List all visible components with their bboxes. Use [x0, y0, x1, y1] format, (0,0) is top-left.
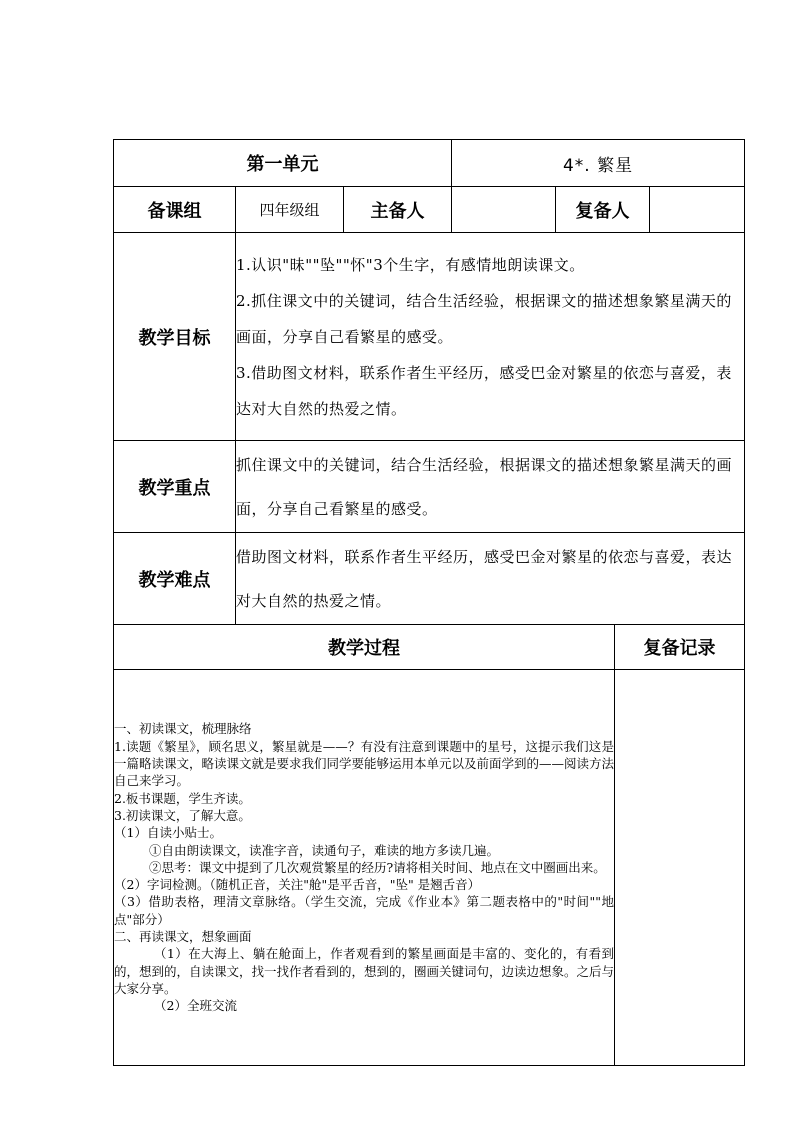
process-label: 教学过程	[114, 625, 615, 670]
difficulty-text: 借助图文材料，联系作者生平经历，感受巴金对繁星的依恋与喜爱，表达对大自然的热爱之情。	[236, 533, 745, 625]
notes-content	[615, 670, 745, 1066]
process-body-row	[114, 670, 745, 1066]
goal-item: 1.认识"昧""坠""怀"3个生字，有感情地朗读课文。	[236, 255, 585, 274]
re-preparer-value	[650, 187, 745, 233]
key-point-text: 抓住课文中的关键词，结合生活经验，根据课文的描述想象繁星满天的画面，分享自己看繁星的感受。	[236, 441, 745, 533]
process-content	[114, 670, 615, 1066]
goal-item: 3.借助图文材料，联系作者生平经历，感受巴金对繁星的依恋与喜爱，表达对大自然的热爱之情。	[236, 363, 732, 418]
main-preparer-value	[452, 187, 556, 233]
process-line: （1）自读小贴士。	[114, 825, 222, 841]
goals-row	[114, 233, 745, 441]
key-point-row	[114, 441, 745, 533]
lesson-plan-table	[113, 139, 745, 1066]
process-line: 3.初读课文，了解大意。	[114, 807, 251, 823]
header-row	[114, 140, 745, 187]
info-row	[114, 187, 745, 233]
unit-title: 第一单元	[114, 140, 452, 187]
process-line: （2）字词检测。（随机正音，关注"舱"是平舌音，"坠" 是翘舌音）	[114, 877, 481, 893]
group-value: 四年级组	[236, 187, 344, 233]
main-preparer-label: 主备人	[344, 187, 452, 233]
notes-label: 复备记录	[615, 625, 745, 670]
process-header-row	[114, 625, 745, 670]
process-line: 1.读题《繁星》，顾名思义，繁星就是——？有没有注意到课题中的星号，这提示我们这是一篇略读课文，略读课文就是要求我们同学要能够运用本单元以及前面学到的——阅读方法自己来学习。	[114, 738, 615, 789]
process-line: ②思考：课文中提到了几次观赏繁星的经历?请将相关时间、地点在文中圈画出来。	[149, 859, 606, 875]
process-line: （3）借助表格，理清文章脉络。（学生交流，完成《作业本》第二题表格中的"时间""地点"部分）	[114, 894, 614, 927]
process-line: 二、再读课文，想象画面	[114, 929, 252, 945]
goals-content	[236, 233, 745, 441]
goal-item: 2.抓住课文中的关键词，结合生活经验，根据课文的描述想象繁星满天的画面，分享自己看繁星的感受。	[236, 291, 732, 346]
goals-label: 教学目标	[114, 233, 236, 441]
process-line: 一、初读课文，梳理脉络	[114, 721, 252, 737]
process-line: 2.板书课题，学生齐读。	[114, 790, 251, 806]
re-preparer-label: 复备人	[556, 187, 650, 233]
lesson-title: 4*. 繁星	[452, 140, 745, 187]
difficulty-label: 教学难点	[114, 533, 236, 625]
process-line: （1）在大海上、躺在舱面上，作者观看到的繁星画面是丰富的、变化的，有看到的，想到的，自读课文，找一找作者看到的，想到的，圈画关键词句，边读边想象。之后与大家分享。	[114, 946, 615, 996]
difficulty-row	[114, 533, 745, 625]
process-line: ①自由朗读课文，读准字音，读通句子，难读的地方多读几遍。	[149, 842, 500, 858]
group-label: 备课组	[114, 187, 236, 233]
key-point-label: 教学重点	[114, 441, 236, 533]
process-line: （2）全班交流	[154, 998, 237, 1014]
